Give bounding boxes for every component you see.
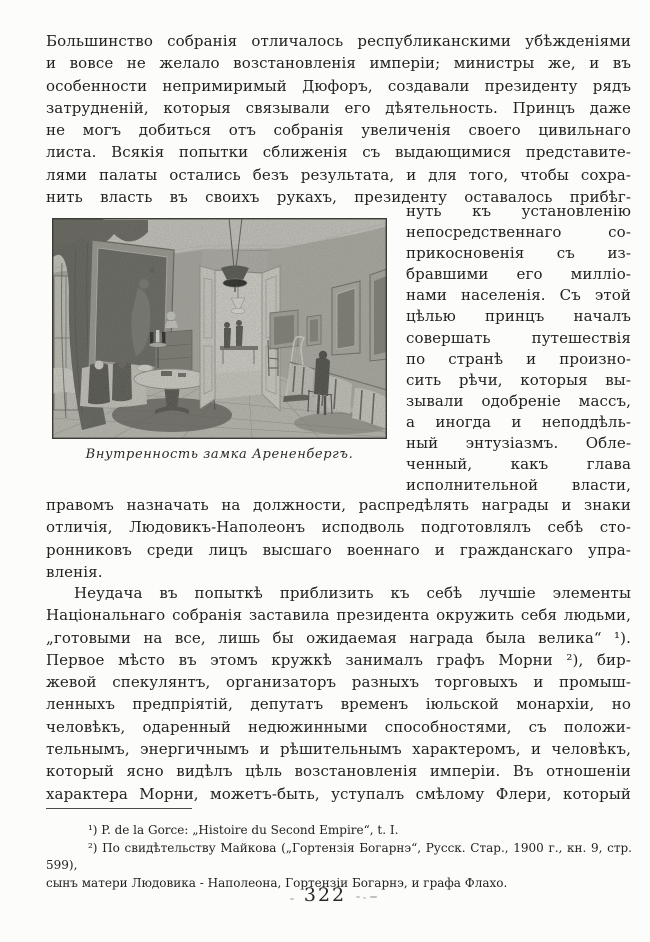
illustration-caption: Внутренность замка Арененбергъ. (85, 447, 354, 462)
text-line: а иногда и неподдѣль- (406, 412, 631, 431)
text-line: затрудненій, которыя связывали его дѣятельность. Принцъ даже (46, 98, 631, 117)
text-line: который ясно видѣлъ цѣль возстановленія имперіи. Въ отношеніи (46, 762, 631, 781)
text-line: лями палаты остались безъ результата, и для того, чтобы сохра- (46, 165, 631, 184)
text-line: нить власть въ своихъ рукахъ, президенту оставалось прибѣг- (46, 188, 631, 207)
text-line: Большинство собранія отличалось республиканскими убѣжденіями (46, 32, 631, 50)
paragraph-2 (46, 582, 631, 805)
text-line: отличія, Людовикъ-Наполеонъ исподволь подготовлялъ себѣ сто- (46, 518, 631, 537)
footnotes (46, 822, 632, 892)
illustration-figure (52, 218, 387, 439)
text-line: ронниковъ среди лицъ высшаго военнаго и гражданскаго упра- (46, 540, 631, 559)
text-line: ченный, какъ глава (406, 455, 631, 474)
text-line: исполнительной власти, (406, 476, 631, 495)
scan-artifact (290, 898, 294, 900)
text-line: нуть къ установленію (406, 202, 631, 220)
paragraph-1 (46, 30, 631, 208)
text-line: зывали одобреніе массъ, (406, 391, 631, 410)
scan-artifact (370, 896, 377, 898)
text-line: нами населенія. Съ этой (406, 286, 631, 305)
text-line: ный энтузіазмъ. Обле- (406, 434, 631, 453)
text-line: совершать путешествія (406, 328, 631, 347)
text-line: цѣлью принцъ началъ (406, 307, 631, 326)
text-line: ленныхъ предпріятій, депутатъ временъ іюльской монархіи, но (46, 695, 631, 714)
scan-artifact (356, 896, 360, 898)
footnote-line: ¹) P. de la Gorce: „Histoire du Second Empire“, t. I. (88, 823, 399, 837)
text-line: жевой спекулянтъ, организаторъ разныхъ торговыхъ и промыш- (46, 673, 631, 692)
text-line: непосредственнаго со- (406, 223, 631, 242)
right-column (406, 201, 631, 496)
footnote-separator (46, 808, 192, 809)
text-line: Первое мѣсто въ этомъ кружкѣ занималъ графъ Морни ²), бир- (46, 650, 631, 669)
paragraph-1-continuation (46, 494, 631, 583)
text-line: вленія. (46, 562, 103, 581)
text-line: Національнаго собранія заставила президента окружить себя людьми, (46, 606, 631, 625)
footnote-line: ²) По свидѣтельству Майкова („Гортензія Богарнэ“, Русск. Стар., 1900 г., кн. 9, стр. 599), (46, 840, 632, 873)
text-line: особенности непримиримый Дюфоръ, создавали президенту рядъ (46, 76, 631, 95)
text-line: не могъ добиться отъ собранія увеличенія своего цивильнаго (46, 121, 631, 140)
text-line: по странѣ и произно- (406, 349, 631, 368)
text-line: характера Морни, можетъ-быть, уступалъ смѣлому Флери, который (46, 784, 631, 803)
page-number: 322 (303, 884, 347, 906)
text-line: тельнымъ, энергичнымъ и рѣшительнымъ характеромъ, и человѣкъ, (46, 740, 631, 759)
text-line: человѣкъ, одаренный недюжинными способностями, съ положи- (46, 717, 631, 736)
text-line: прикосновенія съ из- (406, 244, 631, 263)
footnote-line: сынъ матери Людовика - Наполеона, Гортензіи Богарнэ, и графа Флахо. (46, 875, 508, 890)
text-line: Неудача въ попыткѣ приблизить къ себѣ лучшіе элементы (74, 584, 631, 602)
text-line: правомъ назначать на должности, распредѣлять награды и знаки (46, 496, 631, 514)
text-line: „готовыми на все, лишь бы ожидаемая награда была велика“ ¹). (46, 628, 631, 647)
text-line: сить рѣчи, которыя вы- (406, 370, 631, 389)
text-line: бравшими его милліо- (406, 265, 631, 284)
text-line: и вовсе не желало возстановленія имперіи; министры же, и въ (46, 54, 631, 73)
scan-artifact (363, 897, 366, 899)
text-line: листа. Всякія попытки сближенія съ выдающимися представите- (46, 143, 631, 162)
arenenberg-interior-illustration (52, 218, 387, 439)
